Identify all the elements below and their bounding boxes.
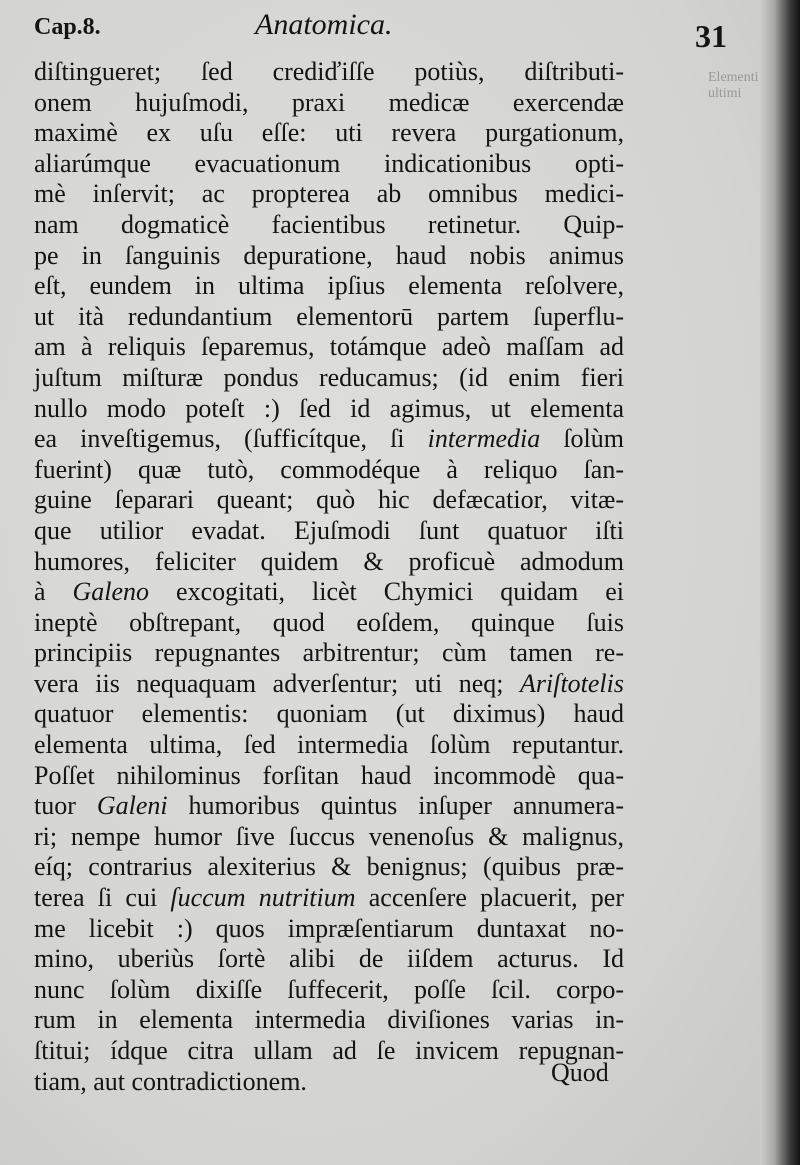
text-line xyxy=(34,608,624,639)
italic-segment: intermedia xyxy=(427,424,541,454)
running-title: Anatomica. xyxy=(255,8,393,41)
text-segment: Poſſet nihilominus forſitan haud incommodè qua- xyxy=(34,760,624,790)
text-line xyxy=(34,822,624,853)
text-line xyxy=(34,455,624,486)
margin-bleed-through xyxy=(708,70,759,102)
text-line xyxy=(34,547,624,578)
text-line xyxy=(34,241,624,272)
text-line xyxy=(34,577,624,608)
text-line xyxy=(34,485,624,516)
text-segment: nunc ſolùm dixiſſe ſuffecerit, poſſe ſcil. corpo- xyxy=(34,974,624,1004)
text-segment: tuor xyxy=(34,791,97,821)
text-line xyxy=(34,638,624,669)
text-segment: rum in elementa intermedia diviſiones varias in- xyxy=(34,1005,624,1035)
body-text xyxy=(34,57,624,1097)
text-segment: principiis repugnantes arbitrentur; cùm tamen re- xyxy=(34,638,624,668)
catchword: Quod xyxy=(551,1058,609,1087)
text-segment: elementa ultima, ſed intermedia ſolùm reputantur. xyxy=(34,730,624,760)
text-segment: juſtum miſturæ pondus reducamus; (id enim fieri xyxy=(34,362,624,392)
text-segment: à xyxy=(34,577,73,607)
page-header xyxy=(34,8,634,48)
text-segment: ea inveſtigemus, (ſufficítque, ſi xyxy=(34,424,428,454)
text-line xyxy=(34,57,624,88)
italic-segment: Galeni xyxy=(96,791,168,821)
text-segment: humoribus quintus inſuper annumera- xyxy=(167,791,624,821)
page-number: 31 xyxy=(695,18,727,54)
text-line xyxy=(34,271,624,302)
text-segment: am à reliquis ſeparemus, totámque adeò maſſam ad xyxy=(34,332,624,362)
text-line xyxy=(34,761,624,792)
text-segment: guine ſeparari queant; quò hic defæcatior, vitæ- xyxy=(34,485,624,515)
text-segment: que utilior evadat. Ejuſmodi ſunt quatuor iſti xyxy=(34,515,624,545)
chapter-label: Cap.8. xyxy=(34,14,101,40)
text-segment: tiam, aut contradictionem. xyxy=(34,1066,307,1096)
text-segment: aliarúmque evacuationum indicationibus opti- xyxy=(34,148,624,178)
text-line xyxy=(34,791,624,822)
text-segment: mè inſervit; ac propterea ab omnibus medici- xyxy=(34,179,624,209)
text-segment: nam dogmaticè facientibus retinetur. Quip- xyxy=(34,209,624,239)
text-line xyxy=(34,332,624,363)
book-spine-shadow xyxy=(760,0,800,1165)
text-line xyxy=(34,516,624,547)
text-segment: fuerint) quæ tutò, commodéque à reliquo ſan- xyxy=(34,454,624,484)
text-line xyxy=(34,179,624,210)
text-line xyxy=(34,852,624,883)
text-line xyxy=(34,883,624,914)
text-line xyxy=(34,730,624,761)
text-line xyxy=(34,302,624,333)
bleed-line: Elementi xyxy=(708,70,759,85)
text-line xyxy=(34,914,624,945)
text-line xyxy=(34,944,624,975)
text-line xyxy=(34,1005,624,1036)
text-line xyxy=(34,975,624,1006)
text-line xyxy=(34,394,624,425)
text-segment: excogitati, licèt Chymici quidam ei xyxy=(149,577,624,607)
text-line xyxy=(34,669,624,700)
italic-segment: Galeno xyxy=(72,577,150,607)
text-segment: humores, feliciter quidem & proficuè admodum xyxy=(34,546,624,576)
italic-segment: ſuccum nutritium xyxy=(170,883,356,913)
text-segment: diſtingueret; ſed crediďiſſe potiùs, diſtributi- xyxy=(34,57,624,86)
text-segment: eſt, eundem in ultima ipſius elementa reſolvere, xyxy=(34,271,624,301)
text-line xyxy=(34,1036,624,1067)
text-segment: me licebit :) quos impræſentiarum duntaxat no- xyxy=(34,913,624,943)
text-segment: vera iis nequaquam adverſentur; uti neq; xyxy=(34,668,520,698)
text-segment: ut ità redundantium elementorū partem ſuperflu- xyxy=(34,301,624,331)
text-segment: ſtitui; ídque citra ullam ad ſe invicem repugnan- xyxy=(34,1036,624,1065)
text-segment: ſolùm xyxy=(540,424,625,454)
text-line xyxy=(34,424,624,455)
text-segment: nullo modo poteſt :) ſed id agimus, ut elementa xyxy=(34,393,624,423)
text-line xyxy=(34,699,624,730)
text-line xyxy=(34,210,624,241)
text-line xyxy=(34,149,624,180)
text-segment: pe in ſanguinis depuratione, haud nobis animus xyxy=(34,240,624,270)
text-segment: maximè ex uſu eſſe: uti revera purgationum, xyxy=(34,118,624,148)
text-segment: ri; nempe humor ſive ſuccus venenoſus & malignus, xyxy=(34,821,624,851)
text-segment: eíq; contrarius alexiterius & benignus; (quibus præ- xyxy=(34,852,624,882)
text-segment: mino, uberiùs ſortè alibi de iiſdem acturus. Id xyxy=(34,944,624,974)
italic-segment: Ariſtotelis xyxy=(520,668,624,698)
text-segment: onem hujuſmodi, praxi medicæ exercendæ xyxy=(34,87,624,117)
text-line xyxy=(34,1067,624,1098)
text-segment: ineptè obſtrepant, quod eoſdem, quinque ſuis xyxy=(34,607,624,637)
text-line xyxy=(34,88,624,119)
text-line xyxy=(34,363,624,394)
text-segment: terea ſi cui xyxy=(34,883,171,913)
text-segment: accenſere placuerit, per xyxy=(355,883,624,913)
bleed-line: ultimi xyxy=(708,86,742,101)
text-line xyxy=(34,118,624,149)
text-segment: quatuor elementis: quoniam (ut diximus) haud xyxy=(34,699,624,729)
